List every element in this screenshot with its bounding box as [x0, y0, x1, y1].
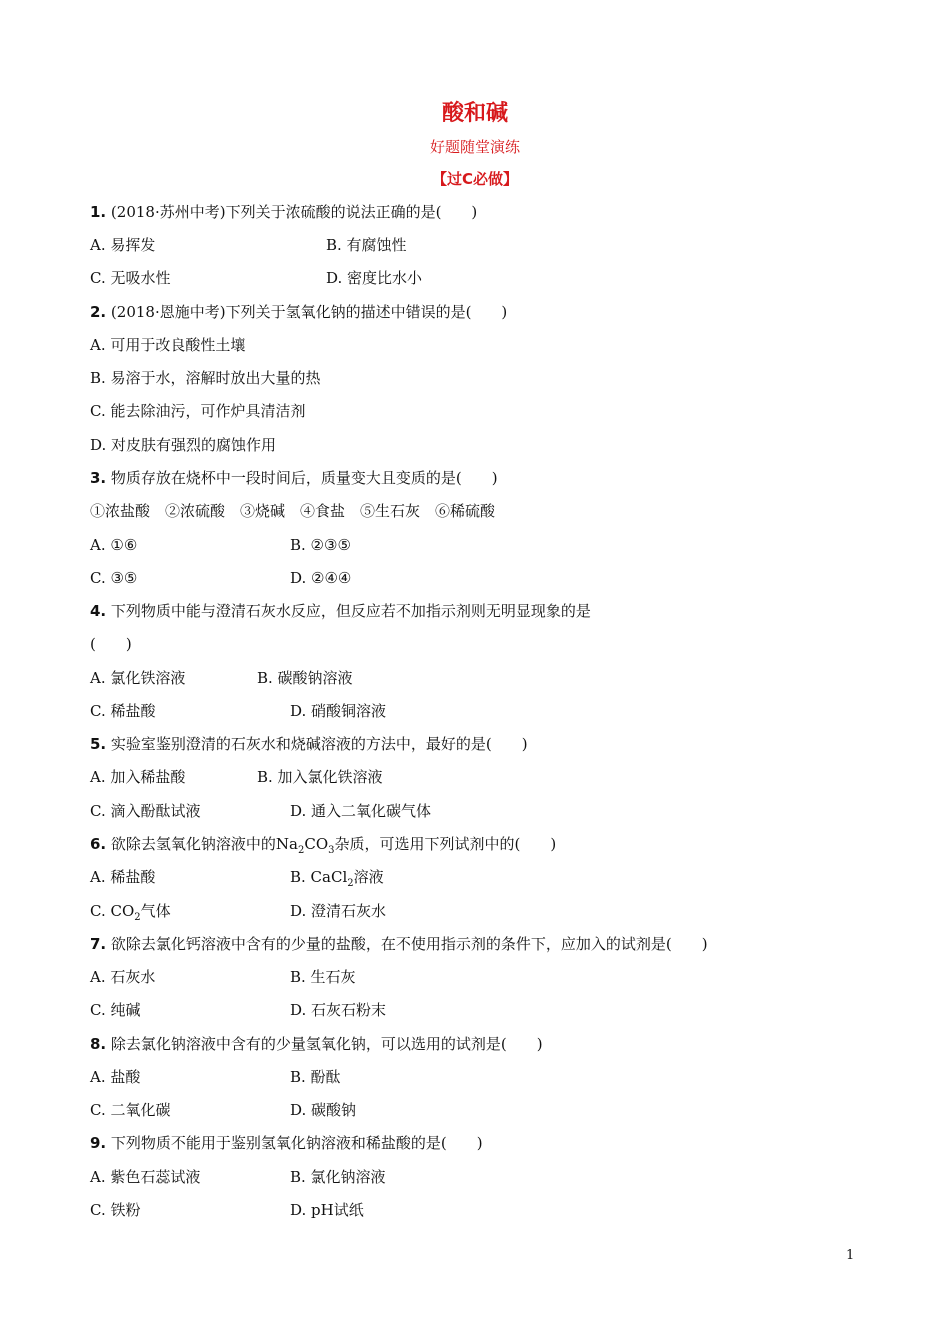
option-text: C. CO [90, 902, 135, 920]
question-5 [90, 733, 528, 755]
option-a: A. 加入稀盐酸 [90, 768, 186, 786]
question-stem: 物质存放在烧杯中一段时间后，质量变大且变质的是( ) [110, 469, 498, 487]
option-c: C. 稀盐酸 [90, 702, 156, 720]
option-b: B. 易溶于水，溶解时放出大量的热 [90, 369, 321, 387]
option-b: B. 有腐蚀性 [326, 236, 407, 254]
question-number: 7. [90, 935, 107, 953]
option-a: A. 氯化铁溶液 [90, 669, 186, 687]
option-a: A. 石灰水 [90, 968, 156, 986]
option-c: C. 纯碱 [90, 1001, 141, 1019]
option-a: A. ①⑥ [90, 536, 138, 554]
question-number: 4. [90, 602, 107, 620]
document-subtitle: 好题随堂演练 [429, 138, 520, 156]
option-b: B. 酚酞 [290, 1068, 341, 1086]
question-stem: (2018·恩施中考)下列关于氢氧化钠的描述中错误的是( ) [110, 303, 508, 321]
options-row [90, 667, 850, 689]
option-b: B. 氯化钠溶液 [290, 1168, 386, 1186]
options-row [90, 567, 850, 589]
question-number: 3. [90, 469, 107, 487]
option-a: A. 稀盐酸 [90, 868, 156, 886]
question-8 [90, 1033, 543, 1055]
option-a: A. 可用于改良酸性土壤 [90, 336, 246, 354]
options-row [90, 1066, 850, 1088]
option-d: D. 石灰石粉末 [290, 1001, 387, 1019]
options-row [90, 700, 850, 722]
question-number: 8. [90, 1035, 107, 1053]
options-row [90, 234, 850, 256]
options-row [90, 766, 850, 788]
option-c: C. 铁粉 [90, 1201, 141, 1219]
question-9 [90, 1132, 483, 1154]
option-d: D. 硝酸铜溶液 [290, 702, 387, 720]
options-row [90, 1099, 850, 1121]
section-heading: 【过C必做】 [431, 170, 518, 188]
answer-blank: ( ) [90, 635, 132, 653]
option-d: D. 密度比水小 [326, 269, 423, 287]
question-number: 2. [90, 303, 107, 321]
question-stem: 实验室鉴别澄清的石灰水和烧碱溶液的方法中，最好的是( ) [110, 735, 528, 753]
option-d: D. 对皮肤有强烈的腐蚀作用 [90, 436, 277, 454]
option-c [90, 900, 171, 929]
question-stem: 除去氯化钠溶液中含有的少量氢氧化钠，可以选用的试剂是( ) [110, 1035, 543, 1053]
option-text: B. CaCl [290, 868, 348, 886]
options-row [90, 900, 850, 922]
options-row [90, 866, 850, 888]
question-7 [90, 933, 708, 955]
option-b: B. ②③⑤ [290, 536, 351, 554]
option-c: C. 能去除油污，可作炉具清洁剂 [90, 402, 306, 420]
option-d: D. 通入二氧化碳气体 [290, 802, 432, 820]
option-d: D. ②④④ [290, 569, 352, 587]
option-d: D. 澄清石灰水 [290, 902, 387, 920]
question-stem: 下列物质不能用于鉴别氢氧化钠溶液和稀盐酸的是( ) [110, 1134, 483, 1152]
question-stem [110, 835, 557, 856]
stem-part: CO [304, 835, 329, 853]
subscript: 2 [134, 912, 141, 923]
option-b: B. 碳酸钠溶液 [257, 669, 353, 687]
question-6 [90, 833, 556, 855]
option-a: A. 盐酸 [90, 1068, 141, 1086]
option-d: D. 碳酸钠 [290, 1101, 357, 1119]
document-title: 酸和碱 [441, 101, 508, 126]
option-b [290, 866, 384, 895]
option-d: D. pH试纸 [290, 1201, 364, 1219]
options-row [90, 1199, 850, 1221]
option-c: C. 二氧化碳 [90, 1101, 171, 1119]
stem-part: 欲除去氢氧化钠溶液中的Na [110, 835, 298, 853]
question-number: 1. [90, 203, 107, 221]
question-4 [90, 600, 591, 622]
question-number: 6. [90, 835, 107, 853]
option-c: C. 无吸水性 [90, 269, 171, 287]
option-c: C. ③⑤ [90, 569, 138, 587]
option-b: B. 生石灰 [290, 968, 356, 986]
page-number: 1 [846, 1248, 855, 1263]
option-text: 气体 [140, 902, 171, 920]
option-text: 溶液 [353, 868, 384, 886]
substance-list: ①浓盐酸 ②浓硫酸 ③烧碱 ④食盐 ⑤生石灰 ⑥稀硫酸 [90, 502, 496, 520]
question-number: 9. [90, 1134, 107, 1152]
option-a: A. 易挥发 [90, 236, 156, 254]
options-row [90, 800, 850, 822]
question-1 [90, 201, 477, 223]
subscript: 2 [298, 845, 305, 856]
question-stem: (2018·苏州中考)下列关于浓硫酸的说法正确的是( ) [110, 203, 478, 221]
question-stem: 欲除去氯化钙溶液中含有的少量的盐酸，在不使用指示剂的条件下，应加入的试剂是( ) [110, 935, 708, 953]
options-row [90, 966, 850, 988]
subscript: 2 [347, 878, 354, 889]
option-c: C. 滴入酚酞试液 [90, 802, 201, 820]
question-number: 5. [90, 735, 107, 753]
subscript: 3 [328, 845, 335, 856]
options-row [90, 999, 850, 1021]
option-b: B. 加入氯化铁溶液 [257, 768, 383, 786]
stem-part: 杂质，可选用下列试剂中的( ) [334, 835, 557, 853]
question-2 [90, 301, 507, 323]
options-row [90, 534, 850, 556]
question-3 [90, 467, 498, 489]
options-row [90, 1166, 850, 1188]
option-a: A. 紫色石蕊试液 [90, 1168, 201, 1186]
options-row [90, 267, 850, 289]
question-stem: 下列物质中能与澄清石灰水反应，但反应若不加指示剂则无明显现象的是 [110, 602, 591, 620]
